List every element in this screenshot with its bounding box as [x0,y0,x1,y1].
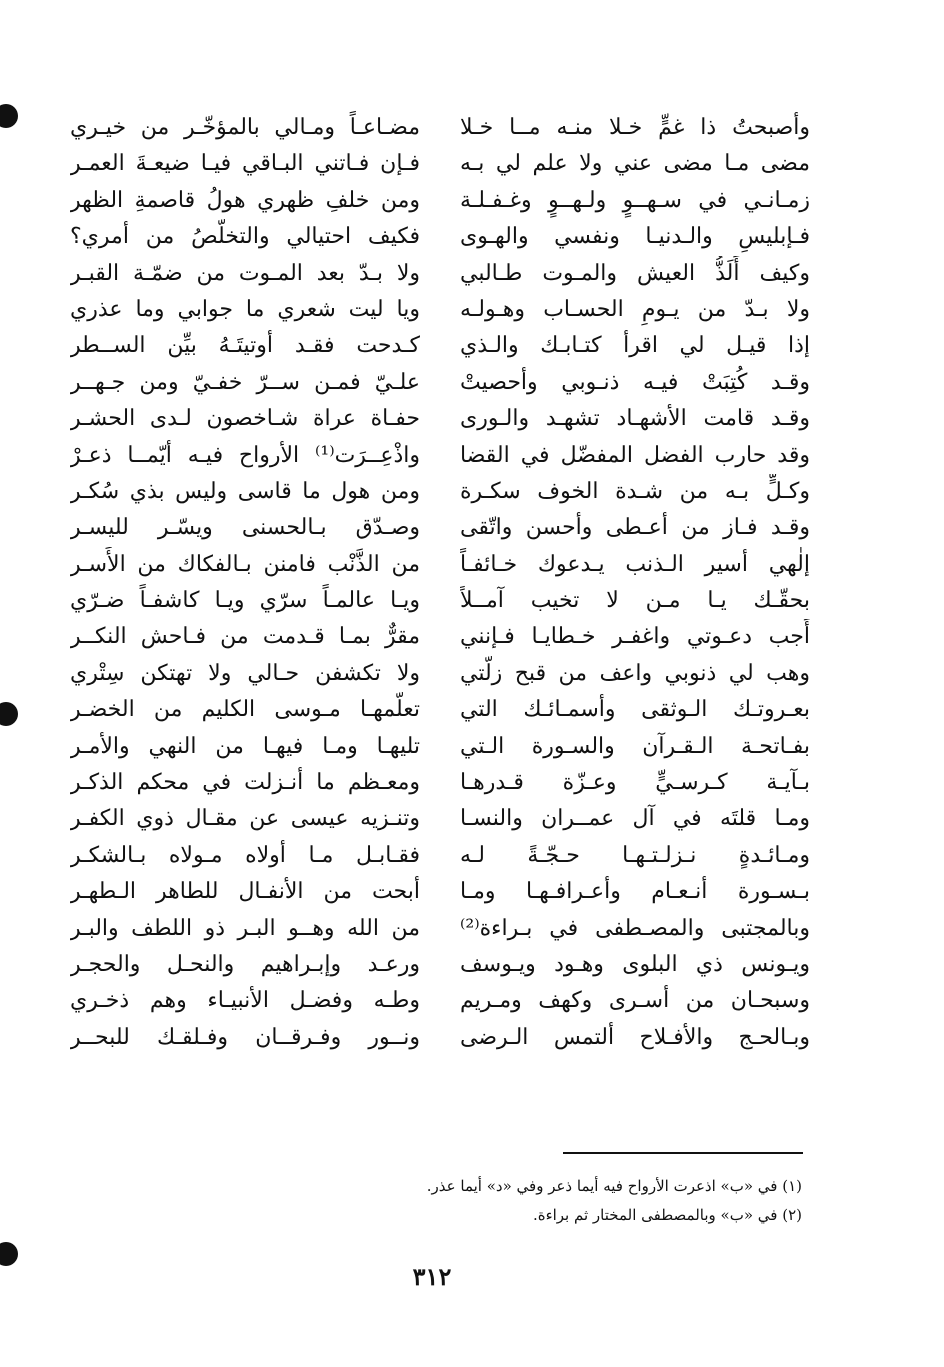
verse-line-right: وأصبحتُ ذا غمٍّ خـلا منـه مــا خـلا [460,115,810,140]
verse-line-left: كـدحت فقـد أوتيتَـهُ بيِّن الســطر [70,333,420,359]
verse-line-left: ولا تكشفن حـالي ولا تهتكن سِتْري [70,660,420,686]
verse-line-right: وقـد فـاز من أعـطى وأحسن واتّقى [460,515,810,541]
verse-line-right: ومـائـدةٍ نـزلـتـهـا حـجّـةً لـه [460,842,810,868]
verse-line-right: بـسـورة أنـعـام وأعـرافـهـا ومـا [460,879,810,905]
verse-line-right: ومـا قلتَه في آل عمــران والنسـا [460,806,810,832]
verse-line-left: ومعـظم ما أنـزلت في محكم الذكـر [70,770,420,796]
binding-hole-middle [0,702,18,726]
verse-line-left: ولا بـدّ بعد المـوت من ضمّـة القبـر [70,260,420,286]
poem-column-left [70,110,420,1130]
footnote-2: (٢) في «ب» وبالمصطفى المختار ثم براءة. [532,1206,802,1224]
page-number: ٣١٢ [412,1262,452,1291]
verse-line-right: وكيف أَلَذُّ العيش والمـوت طـالبي [460,260,810,286]
binding-hole-top [0,104,18,128]
verse-line-right: مضى مـا مضى عني ولا علم لي بـه [460,151,810,177]
verse-line-left: مقرٌّ بمـا قـدمت من فـاحش النكــر [70,624,420,650]
footnote-separator [563,1152,803,1154]
verse-line-right: أَجب دعـوتي واغفـر خـطايـا فـإنني [460,624,810,650]
verse-line-left: وطـه وفضـل الأنبيـاء وهم ذخـري [70,988,420,1014]
verse-line-left: واذْعِــرَت⁽¹⁾ الأرواح فيـه أيّمــا ذعـرْ [70,442,420,468]
verse-line-right: بحقّـك يـا مـن لا تخيب آمــلاً [460,588,810,614]
verse-line-left: من الله وهــو البـر ذو اللطف والبـر [70,915,420,941]
binding-hole-bottom [0,1242,18,1266]
verse-line-left: ومن هول ما قاسى وليس بذي سُكـر [70,478,420,504]
verse-line-left: تليهـا ومـا فيهـا من النهي والأمـر [70,733,420,759]
verse-line-right: ويـونس ذي البلوى وهـود ويـوسف [460,951,810,977]
verse-line-right: بعـروتـك الـوثقى وأسمـائـك التي [460,697,810,723]
verse-line-right: وهب لي ذنوبي واعف من قبح زلّتي [460,660,810,686]
verse-line-left: علـيّ فمـن ســرّ خفـيّ ومن جـهــر [70,369,420,395]
verse-line-left: من الذَّنْب فامنن بـالفكاك من الأَسـر [70,551,420,577]
poem-column-right [460,110,810,1130]
verse-line-left: مضـاعـاً ومـالي بالمؤخّـر من خيـري [70,115,420,140]
verse-line-right: وبالمجتبى والمصـطفى في بـراءة⁽²⁾ [460,915,810,941]
verse-line-left: ويـا عالمـاً سرّي ويـا كاشفـاً ضـرّي [70,588,420,614]
verse-line-left: فـإن فـاتني البـاقي فيـا ضيعـةَ العمـر [70,151,420,177]
verse-line-left: ومن خلفِ ظهري هولُ قاصمةِ الظهر [70,187,420,213]
verse-line-right: وقـد قامت الأشهـاد تشهـد والـورى [460,406,810,432]
verse-line-right: وبـالحـج والأفـلاح ألتمس الـرضى [460,1024,810,1050]
verse-line-left: وتنـزيه عيسى عن مقـال ذوي الكفـر [70,806,420,832]
verse-line-left: فقـابـل مـا أولاه مـولاه بـالشكـر [70,842,420,868]
verse-line-left: فكيف احتيالي والتخلّصُ من أمري؟ [70,224,420,250]
verse-line-right: بـآيـة كـرسـيٍّ وعـزّة قـدرهـا [460,770,810,796]
verse-line-right: وقد حارب الفضل المفضّل في القضا [460,442,810,468]
verse-line-right: فـإبليسِ والـدنيـا ونفسي والهـوى [460,224,810,250]
verse-line-left: أبحت من الأنفـال للطاهر الـطهـر [70,879,420,905]
verse-line-left: حفـاة عراة شـاخصون لـدى الحشـر [70,406,420,432]
verse-line-right: وسبحـان من أسـرى وكهف ومـريم [460,988,810,1014]
verse-line-left: ونــور وفـرقــان وفـلقـك للبحــر [70,1024,420,1050]
footnote-1: (١) في «ب» اذعرت الأرواح فيه أيما ذعر وفي «د» أيما عذر. [426,1177,802,1195]
verse-line-right: بفـاتحـة الـقـرآن والسـورة الـتي [460,733,810,759]
verse-line-left: ورعـد وإبـراهيم والنحـل والحجـر [70,951,420,977]
verse-line-right: زمـانـي في سـهــوٍ ولـهــوٍ وغـفـلـة [460,187,810,213]
verse-line-left: تعلّمهـا مـوسى الكليم من الخضـر [70,697,420,723]
verse-line-left: ويا ليت شعري ما جوابي وما عذري [70,296,420,322]
verse-line-right: ولا بـدّ من يـومِ الحسـاب وهـولـه [460,296,810,322]
verse-line-right: وكـلٍّ بـه من شـدة الخوف سكـرة [460,478,810,504]
verse-line-left: وصـدّق بـالحسنى ويسّـر لليسـر [70,515,420,541]
poem-body [70,110,810,1130]
verse-line-right: وقـد كُتِبَتْ فيـه ذنـوبي وأحصيتْ [460,369,810,395]
verse-line-right: إلٰهي أسير الـذنب يـدعوك خـائفـاً [460,551,810,577]
footnotes [90,1172,802,1230]
verse-line-right: إذا قيـل لي اقرأ كتـابـك والـذي [460,333,810,359]
